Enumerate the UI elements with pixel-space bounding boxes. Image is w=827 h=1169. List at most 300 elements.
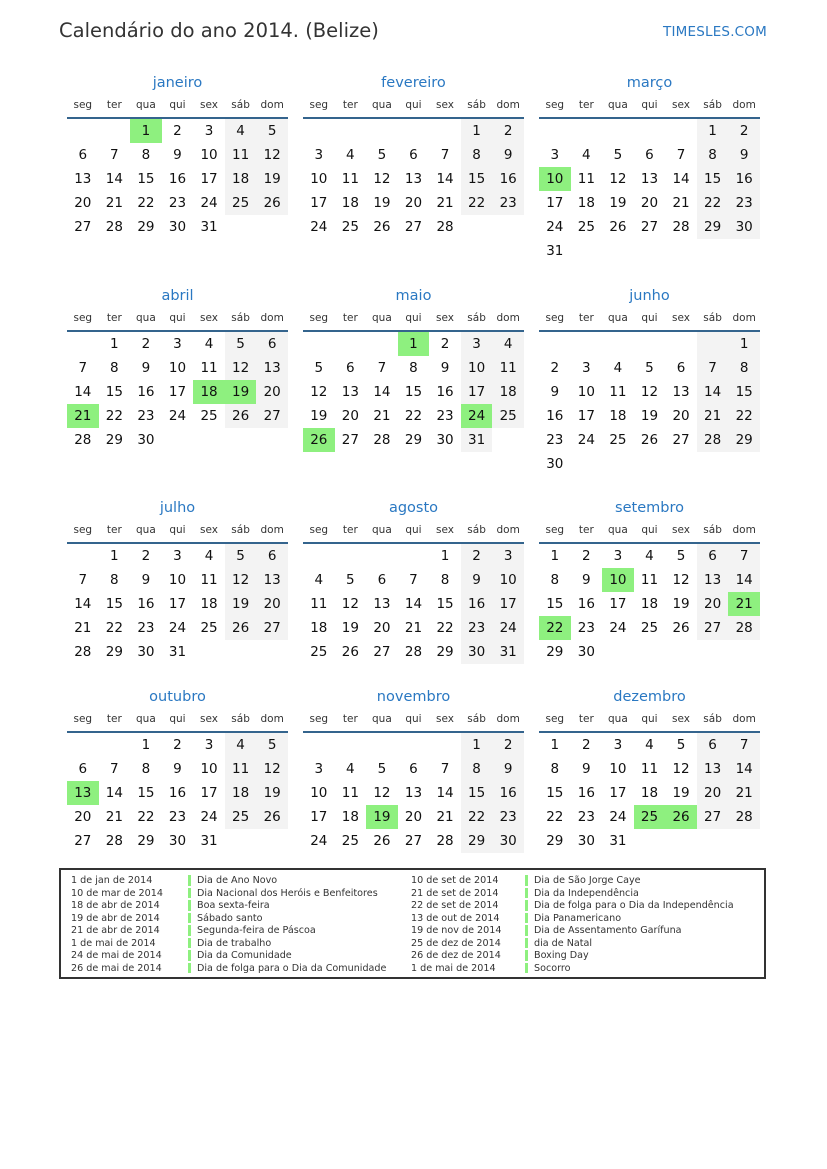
- day-cell[interactable]: 28: [436, 219, 454, 235]
- day-cell[interactable]: 14: [728, 568, 760, 592]
- day-cell[interactable]: 31: [461, 428, 493, 452]
- day-cell[interactable]: 22: [137, 809, 155, 825]
- day-cell[interactable]: 19: [640, 408, 659, 424]
- day-cell[interactable]: 29: [105, 644, 123, 660]
- day-cell[interactable]: 25: [225, 805, 257, 829]
- day-cell[interactable]: 26: [640, 432, 659, 448]
- day-cell[interactable]: 8: [409, 360, 418, 376]
- day-cell[interactable]: 22: [105, 408, 123, 424]
- day-cell[interactable]: 7: [676, 147, 686, 163]
- day-cell[interactable]: 5: [377, 761, 387, 777]
- day-cell[interactable]: 2: [582, 548, 591, 564]
- day-cell[interactable]: 22: [461, 191, 493, 215]
- day-cell[interactable]: 23: [492, 805, 524, 829]
- day-cell[interactable]: 15: [404, 384, 423, 400]
- day-cell[interactable]: 3: [613, 737, 623, 753]
- day-cell[interactable]: 14: [373, 384, 391, 400]
- day-cell[interactable]: 12: [672, 572, 690, 588]
- day-cell[interactable]: 25: [310, 644, 328, 660]
- day-cell[interactable]: 16: [546, 408, 564, 424]
- day-cell[interactable]: 28: [74, 432, 92, 448]
- day-cell[interactable]: 12: [341, 596, 359, 612]
- day-cell[interactable]: 12: [373, 171, 391, 187]
- day-cell[interactable]: 25: [609, 432, 627, 448]
- day-cell[interactable]: 4: [225, 733, 257, 757]
- holiday-day-cell[interactable]: 26: [665, 805, 697, 829]
- day-cell[interactable]: 1: [440, 548, 450, 564]
- day-cell[interactable]: 17: [609, 785, 627, 801]
- day-cell[interactable]: 17: [492, 592, 524, 616]
- day-cell[interactable]: 20: [74, 195, 92, 211]
- day-cell[interactable]: 16: [436, 384, 454, 400]
- day-cell[interactable]: 13: [697, 568, 729, 592]
- day-cell[interactable]: 27: [256, 404, 288, 428]
- day-cell[interactable]: 4: [645, 737, 654, 753]
- day-cell[interactable]: 4: [204, 336, 214, 352]
- day-cell[interactable]: 11: [200, 572, 218, 588]
- day-cell[interactable]: 9: [173, 761, 182, 777]
- day-cell[interactable]: 31: [546, 243, 564, 259]
- day-cell[interactable]: 31: [200, 219, 218, 235]
- holiday-day-cell[interactable]: 13: [67, 781, 99, 805]
- day-cell[interactable]: 13: [404, 785, 423, 801]
- day-cell[interactable]: 1: [110, 548, 119, 564]
- day-cell[interactable]: 24: [546, 219, 564, 235]
- day-cell[interactable]: 25: [341, 833, 359, 849]
- day-cell[interactable]: 2: [550, 360, 560, 376]
- day-cell[interactable]: 30: [492, 829, 524, 853]
- day-cell[interactable]: 10: [492, 568, 524, 592]
- day-cell[interactable]: 27: [74, 833, 92, 849]
- day-cell[interactable]: 20: [373, 620, 391, 636]
- day-cell[interactable]: 2: [492, 119, 524, 143]
- day-cell[interactable]: 30: [577, 644, 595, 660]
- day-cell[interactable]: 29: [105, 432, 123, 448]
- holiday-day-cell[interactable]: 1: [398, 332, 430, 356]
- day-cell[interactable]: 13: [404, 171, 423, 187]
- day-cell[interactable]: 30: [546, 456, 564, 472]
- day-cell[interactable]: 2: [173, 123, 182, 139]
- day-cell[interactable]: 13: [672, 384, 690, 400]
- day-cell[interactable]: 15: [461, 167, 493, 191]
- day-cell[interactable]: 11: [492, 356, 524, 380]
- day-cell[interactable]: 12: [256, 757, 288, 781]
- day-cell[interactable]: 22: [461, 805, 493, 829]
- day-cell[interactable]: 11: [225, 757, 257, 781]
- day-cell[interactable]: 8: [461, 757, 493, 781]
- day-cell[interactable]: 3: [314, 761, 324, 777]
- day-cell[interactable]: 18: [640, 596, 659, 612]
- day-cell[interactable]: 6: [78, 761, 88, 777]
- day-cell[interactable]: 16: [577, 596, 595, 612]
- day-cell[interactable]: 4: [346, 147, 355, 163]
- day-cell[interactable]: 8: [440, 572, 450, 588]
- day-cell[interactable]: 16: [168, 785, 187, 801]
- day-cell[interactable]: 25: [577, 219, 595, 235]
- day-cell[interactable]: 13: [256, 356, 288, 380]
- holiday-day-cell[interactable]: 25: [634, 805, 666, 829]
- day-cell[interactable]: 20: [256, 380, 288, 404]
- day-cell[interactable]: 29: [697, 215, 729, 239]
- day-cell[interactable]: 16: [137, 596, 155, 612]
- day-cell[interactable]: 24: [609, 809, 627, 825]
- day-cell[interactable]: 29: [436, 644, 454, 660]
- day-cell[interactable]: 24: [310, 219, 328, 235]
- day-cell[interactable]: 16: [728, 167, 760, 191]
- day-cell[interactable]: 30: [436, 432, 454, 448]
- day-cell[interactable]: 29: [137, 219, 155, 235]
- day-cell[interactable]: 11: [640, 572, 659, 588]
- day-cell[interactable]: 31: [168, 644, 187, 660]
- day-cell[interactable]: 13: [640, 171, 659, 187]
- day-cell[interactable]: 23: [577, 620, 595, 636]
- day-cell[interactable]: 27: [404, 833, 423, 849]
- day-cell[interactable]: 2: [141, 336, 151, 352]
- day-cell[interactable]: 9: [173, 147, 182, 163]
- day-cell[interactable]: 3: [173, 548, 182, 564]
- day-cell[interactable]: 4: [314, 572, 324, 588]
- day-cell[interactable]: 7: [728, 544, 760, 568]
- day-cell[interactable]: 6: [377, 572, 387, 588]
- day-cell[interactable]: 28: [74, 644, 92, 660]
- day-cell[interactable]: 8: [141, 147, 151, 163]
- day-cell[interactable]: 21: [436, 195, 454, 211]
- day-cell[interactable]: 3: [613, 548, 623, 564]
- day-cell[interactable]: 20: [256, 592, 288, 616]
- day-cell[interactable]: 12: [225, 568, 257, 592]
- day-cell[interactable]: 5: [346, 572, 355, 588]
- day-cell[interactable]: 20: [404, 809, 423, 825]
- day-cell[interactable]: 26: [672, 620, 690, 636]
- day-cell[interactable]: 22: [546, 809, 564, 825]
- day-cell[interactable]: 16: [492, 167, 524, 191]
- day-cell[interactable]: 19: [256, 781, 288, 805]
- day-cell[interactable]: 21: [74, 620, 92, 636]
- day-cell[interactable]: 26: [373, 219, 391, 235]
- day-cell[interactable]: 25: [492, 404, 524, 428]
- day-cell[interactable]: 1: [110, 336, 119, 352]
- day-cell[interactable]: 5: [613, 147, 623, 163]
- day-cell[interactable]: 26: [256, 805, 288, 829]
- day-cell[interactable]: 14: [436, 171, 454, 187]
- day-cell[interactable]: 7: [728, 733, 760, 757]
- day-cell[interactable]: 22: [105, 620, 123, 636]
- day-cell[interactable]: 7: [440, 761, 450, 777]
- day-cell[interactable]: 23: [168, 195, 187, 211]
- day-cell[interactable]: 10: [200, 761, 218, 777]
- day-cell[interactable]: 28: [728, 805, 760, 829]
- day-cell[interactable]: 29: [546, 644, 564, 660]
- day-cell[interactable]: 30: [168, 833, 187, 849]
- day-cell[interactable]: 11: [640, 761, 659, 777]
- day-cell[interactable]: 29: [728, 428, 760, 452]
- day-cell[interactable]: 14: [105, 171, 123, 187]
- day-cell[interactable]: 18: [200, 596, 218, 612]
- day-cell[interactable]: 29: [461, 829, 493, 853]
- day-cell[interactable]: 10: [200, 147, 218, 163]
- day-cell[interactable]: 30: [137, 644, 155, 660]
- day-cell[interactable]: 6: [409, 761, 418, 777]
- holiday-day-cell[interactable]: 18: [193, 380, 225, 404]
- day-cell[interactable]: 30: [137, 432, 155, 448]
- day-cell[interactable]: 12: [373, 785, 391, 801]
- day-cell[interactable]: 18: [640, 785, 659, 801]
- day-cell[interactable]: 14: [404, 596, 423, 612]
- day-cell[interactable]: 28: [436, 833, 454, 849]
- day-cell[interactable]: 24: [200, 195, 218, 211]
- day-cell[interactable]: 22: [728, 404, 760, 428]
- day-cell[interactable]: 6: [256, 544, 288, 568]
- day-cell[interactable]: 22: [697, 191, 729, 215]
- day-cell[interactable]: 31: [200, 833, 218, 849]
- day-cell[interactable]: 21: [105, 195, 123, 211]
- day-cell[interactable]: 28: [373, 432, 391, 448]
- day-cell[interactable]: 6: [676, 360, 686, 376]
- day-cell[interactable]: 4: [204, 548, 214, 564]
- day-cell[interactable]: 13: [256, 568, 288, 592]
- day-cell[interactable]: 28: [728, 616, 760, 640]
- day-cell[interactable]: 28: [697, 428, 729, 452]
- day-cell[interactable]: 5: [256, 119, 288, 143]
- holiday-day-cell[interactable]: 22: [539, 616, 571, 640]
- day-cell[interactable]: 9: [492, 143, 524, 167]
- day-cell[interactable]: 15: [137, 785, 155, 801]
- day-cell[interactable]: 7: [110, 761, 119, 777]
- day-cell[interactable]: 8: [550, 761, 560, 777]
- day-cell[interactable]: 19: [672, 785, 690, 801]
- day-cell[interactable]: 10: [168, 360, 187, 376]
- day-cell[interactable]: 6: [409, 147, 418, 163]
- day-cell[interactable]: 27: [640, 219, 659, 235]
- day-cell[interactable]: 21: [672, 195, 690, 211]
- day-cell[interactable]: 14: [74, 596, 92, 612]
- day-cell[interactable]: 8: [697, 143, 729, 167]
- day-cell[interactable]: 26: [373, 833, 391, 849]
- day-cell[interactable]: 16: [492, 781, 524, 805]
- day-cell[interactable]: 11: [200, 360, 218, 376]
- holiday-day-cell[interactable]: 10: [539, 167, 571, 191]
- day-cell[interactable]: 26: [225, 616, 257, 640]
- day-cell[interactable]: 23: [546, 432, 564, 448]
- day-cell[interactable]: 30: [461, 640, 493, 664]
- day-cell[interactable]: 24: [168, 408, 187, 424]
- day-cell[interactable]: 5: [676, 548, 686, 564]
- day-cell[interactable]: 10: [577, 384, 595, 400]
- day-cell[interactable]: 1: [461, 119, 493, 143]
- day-cell[interactable]: 31: [492, 640, 524, 664]
- day-cell[interactable]: 26: [341, 644, 359, 660]
- day-cell[interactable]: 15: [105, 596, 123, 612]
- day-cell[interactable]: 28: [672, 219, 690, 235]
- day-cell[interactable]: 18: [225, 167, 257, 191]
- day-cell[interactable]: 30: [728, 215, 760, 239]
- day-cell[interactable]: 11: [577, 171, 595, 187]
- day-cell[interactable]: 11: [609, 384, 627, 400]
- day-cell[interactable]: 16: [137, 384, 155, 400]
- day-cell[interactable]: 26: [256, 191, 288, 215]
- holiday-day-cell[interactable]: 26: [303, 428, 335, 452]
- day-cell[interactable]: 19: [672, 596, 690, 612]
- day-cell[interactable]: 5: [676, 737, 686, 753]
- day-cell[interactable]: 29: [137, 833, 155, 849]
- day-cell[interactable]: 22: [404, 408, 423, 424]
- day-cell[interactable]: 8: [110, 572, 119, 588]
- day-cell[interactable]: 6: [78, 147, 88, 163]
- day-cell[interactable]: 15: [105, 384, 123, 400]
- day-cell[interactable]: 3: [550, 147, 560, 163]
- day-cell[interactable]: 15: [137, 171, 155, 187]
- day-cell[interactable]: 7: [409, 572, 418, 588]
- day-cell[interactable]: 17: [310, 809, 328, 825]
- day-cell[interactable]: 24: [310, 833, 328, 849]
- holiday-day-cell[interactable]: 19: [366, 805, 398, 829]
- day-cell[interactable]: 11: [341, 171, 359, 187]
- day-cell[interactable]: 17: [200, 171, 218, 187]
- holiday-day-cell[interactable]: 10: [602, 568, 634, 592]
- day-cell[interactable]: 13: [373, 596, 391, 612]
- day-cell[interactable]: 9: [141, 360, 151, 376]
- day-cell[interactable]: 19: [373, 195, 391, 211]
- day-cell[interactable]: 10: [310, 171, 328, 187]
- day-cell[interactable]: 1: [697, 119, 729, 143]
- day-cell[interactable]: 5: [225, 544, 257, 568]
- day-cell[interactable]: 15: [728, 380, 760, 404]
- day-cell[interactable]: 29: [546, 833, 564, 849]
- day-cell[interactable]: 7: [110, 147, 119, 163]
- holiday-day-cell[interactable]: 21: [728, 592, 760, 616]
- day-cell[interactable]: 28: [105, 833, 123, 849]
- day-cell[interactable]: 1: [461, 733, 493, 757]
- day-cell[interactable]: 2: [728, 119, 760, 143]
- holiday-day-cell[interactable]: 19: [225, 380, 257, 404]
- day-cell[interactable]: 12: [310, 384, 328, 400]
- day-cell[interactable]: 1: [550, 737, 560, 753]
- day-cell[interactable]: 27: [341, 432, 359, 448]
- day-cell[interactable]: 23: [577, 809, 595, 825]
- holiday-day-cell[interactable]: 24: [461, 404, 493, 428]
- day-cell[interactable]: 1: [141, 737, 151, 753]
- day-cell[interactable]: 24: [492, 616, 524, 640]
- day-cell[interactable]: 10: [609, 761, 627, 777]
- day-cell[interactable]: 19: [256, 167, 288, 191]
- day-cell[interactable]: 5: [256, 733, 288, 757]
- day-cell[interactable]: 10: [310, 785, 328, 801]
- day-cell[interactable]: 14: [697, 380, 729, 404]
- day-cell[interactable]: 20: [404, 195, 423, 211]
- day-cell[interactable]: 26: [609, 219, 627, 235]
- day-cell[interactable]: 3: [582, 360, 591, 376]
- day-cell[interactable]: 29: [404, 432, 423, 448]
- day-cell[interactable]: 20: [341, 408, 359, 424]
- day-cell[interactable]: 20: [672, 408, 690, 424]
- day-cell[interactable]: 2: [440, 336, 450, 352]
- day-cell[interactable]: 6: [697, 733, 729, 757]
- holiday-day-cell[interactable]: 1: [130, 119, 162, 143]
- day-cell[interactable]: 3: [314, 147, 324, 163]
- day-cell[interactable]: 27: [697, 805, 729, 829]
- day-cell[interactable]: 4: [582, 147, 591, 163]
- day-cell[interactable]: 9: [141, 572, 151, 588]
- day-cell[interactable]: 12: [672, 761, 690, 777]
- day-cell[interactable]: 23: [436, 408, 454, 424]
- day-cell[interactable]: 16: [577, 785, 595, 801]
- day-cell[interactable]: 30: [577, 833, 595, 849]
- day-cell[interactable]: 24: [577, 432, 595, 448]
- day-cell[interactable]: 8: [110, 360, 119, 376]
- day-cell[interactable]: 2: [173, 737, 182, 753]
- day-cell[interactable]: 25: [200, 408, 218, 424]
- day-cell[interactable]: 12: [256, 143, 288, 167]
- day-cell[interactable]: 24: [200, 809, 218, 825]
- day-cell[interactable]: 21: [373, 408, 391, 424]
- day-cell[interactable]: 25: [341, 219, 359, 235]
- day-cell[interactable]: 25: [640, 620, 659, 636]
- day-cell[interactable]: 8: [461, 143, 493, 167]
- day-cell[interactable]: 28: [404, 644, 423, 660]
- day-cell[interactable]: 3: [204, 737, 214, 753]
- day-cell[interactable]: 5: [314, 360, 324, 376]
- day-cell[interactable]: 7: [78, 572, 88, 588]
- day-cell[interactable]: 9: [728, 143, 760, 167]
- day-cell[interactable]: 12: [609, 171, 627, 187]
- day-cell[interactable]: 3: [173, 336, 182, 352]
- day-cell[interactable]: 2: [141, 548, 151, 564]
- day-cell[interactable]: 9: [582, 761, 591, 777]
- day-cell[interactable]: 14: [672, 171, 690, 187]
- day-cell[interactable]: 18: [577, 195, 595, 211]
- day-cell[interactable]: 10: [461, 356, 493, 380]
- day-cell[interactable]: 16: [168, 171, 187, 187]
- day-cell[interactable]: 6: [697, 544, 729, 568]
- day-cell[interactable]: 27: [373, 644, 391, 660]
- day-cell[interactable]: 18: [310, 620, 328, 636]
- day-cell[interactable]: 15: [436, 596, 454, 612]
- day-cell[interactable]: 2: [461, 544, 493, 568]
- day-cell[interactable]: 23: [137, 620, 155, 636]
- day-cell[interactable]: 17: [310, 195, 328, 211]
- day-cell[interactable]: 17: [546, 195, 564, 211]
- day-cell[interactable]: 21: [436, 809, 454, 825]
- day-cell[interactable]: 13: [74, 171, 92, 187]
- day-cell[interactable]: 23: [492, 191, 524, 215]
- day-cell[interactable]: 2: [492, 733, 524, 757]
- day-cell[interactable]: 9: [550, 384, 560, 400]
- day-cell[interactable]: 8: [550, 572, 560, 588]
- day-cell[interactable]: 21: [404, 620, 423, 636]
- day-cell[interactable]: 18: [341, 809, 359, 825]
- day-cell[interactable]: 27: [74, 219, 92, 235]
- day-cell[interactable]: 13: [697, 757, 729, 781]
- day-cell[interactable]: 10: [168, 572, 187, 588]
- day-cell[interactable]: 9: [582, 572, 591, 588]
- day-cell[interactable]: 20: [697, 592, 729, 616]
- holiday-day-cell[interactable]: 21: [67, 404, 99, 428]
- day-cell[interactable]: 19: [310, 408, 328, 424]
- day-cell[interactable]: 14: [728, 757, 760, 781]
- day-cell[interactable]: 19: [225, 592, 257, 616]
- day-cell[interactable]: 4: [613, 360, 623, 376]
- site-link[interactable]: TIMESLES.COM: [663, 24, 767, 40]
- day-cell[interactable]: 11: [310, 596, 328, 612]
- day-cell[interactable]: 4: [492, 332, 524, 356]
- day-cell[interactable]: 6: [645, 147, 654, 163]
- day-cell[interactable]: 27: [404, 219, 423, 235]
- day-cell[interactable]: 18: [225, 781, 257, 805]
- day-cell[interactable]: 25: [200, 620, 218, 636]
- day-cell[interactable]: 5: [645, 360, 654, 376]
- day-cell[interactable]: 19: [341, 620, 359, 636]
- day-cell[interactable]: 19: [609, 195, 627, 211]
